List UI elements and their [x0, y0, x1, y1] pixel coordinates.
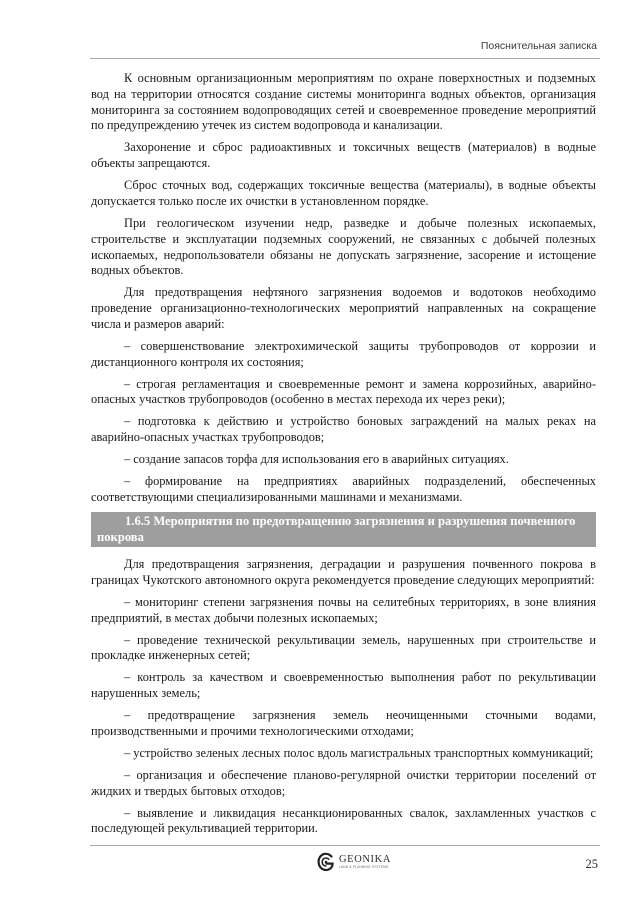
list-item: – проведение технической рекультивации земель, нарушенных при строительстве и прокладке инженерных сетей; [91, 632, 596, 663]
list-item: – контроль за качеством и своевременностью выполнения работ по рекультивации нарушенных земель; [91, 670, 596, 701]
list-item: – устройство зеленых лесных полос вдоль магистральных транспортных коммуникаций; [124, 745, 594, 760]
list-item: – организация и обеспечение планово-регулярной очистки территории поселений от жидких и твердых бытовых отходов; [91, 767, 596, 798]
list-item: – выявление и ликвидация несанкционированных свалок, захламленных участков с последующей рекультивацией территории. [91, 805, 596, 836]
running-header: Пояснительная записка [480, 40, 597, 52]
list-item: – формирование на предприятиях аварийных подразделений, обеспеченных соответствующими специализированными машинами и механизмами. [91, 474, 596, 505]
section-heading: 1.6.5 Мероприятия по предотвращению загрязнения и разрушения почвенного покрова [91, 512, 596, 547]
list-item: – создание запасов торфа для использования его в аварийных ситуациях. [124, 452, 509, 467]
logo-tagline: LAND & PLANNING SYSTEMS [339, 865, 389, 869]
page-number: 25 [585, 857, 598, 871]
paragraph: Для предотвращения загрязнения, деградации и разрушения почвенного покрова в границах Чукотского автономного округа рекомендуется проведение следующих мероприятий: [91, 557, 596, 587]
paragraph: При геологическом изучении недр, разведке и добыче полезных ископаемых, строительстве и эксплуатации подземных сооружений, не связанных с добычей полезных ископаемых, недропользователи обязаны не допускать загрязнение, засорение и истощение водных объектов. [91, 215, 596, 278]
paragraph: Для предотвращения нефтяного загрязнения водоемов и водотоков необходимо проведение организационно-технологических мероприятий направленных на сокращение числа и размеров аварий: [91, 285, 596, 331]
list-item: – строгая регламентация и своевременные ремонт и замена коррозийных, аварийно-опасных участков трубопроводов (особенно в местах перехода их через реки); [91, 376, 596, 407]
logo-name: GEONIKA [339, 854, 392, 865]
paragraph: К основным организационным мероприятиям по охране поверхностных и подземных вод на территории относятся создание системы мониторинга водных объектов, организация мониторинга за состоянием водопроводящих сетей и своевременное проведение мероприятий по предупреждению утечек из систем водопровода и канализации. [91, 71, 596, 133]
list-item: – совершенствование электрохимической защиты трубопроводов от коррозии и дистанционного контроля их состояния; [91, 338, 596, 369]
paragraph: Захоронение и сброс радиоактивных и токсичных веществ (материалов) в водные объекты запрещаются. [91, 140, 596, 171]
page-body [91, 71, 596, 843]
paragraph: Сброс сточных вод, содержащих токсичные вещества (материалы), в водные объекты допускается только после их очистки в установленном порядке. [91, 178, 596, 208]
list-item: – подготовка к действию и устройство боновых заграждений на малых реках на аварийно-опасных участках трубопроводов; [91, 414, 596, 445]
footer-divider [90, 845, 600, 846]
spiral-g-icon [316, 851, 336, 873]
list-item: – предотвращение загрязнения земель неочищенными сточными водами, производственными и прочими технологическими отходами; [91, 708, 596, 738]
header-divider [90, 58, 600, 59]
list-item: – мониторинг степени загрязнения почвы на селитебных территориях, в зоне влияния предприятий, в местах добычи полезных ископаемых; [91, 594, 596, 625]
company-logo [316, 851, 391, 873]
